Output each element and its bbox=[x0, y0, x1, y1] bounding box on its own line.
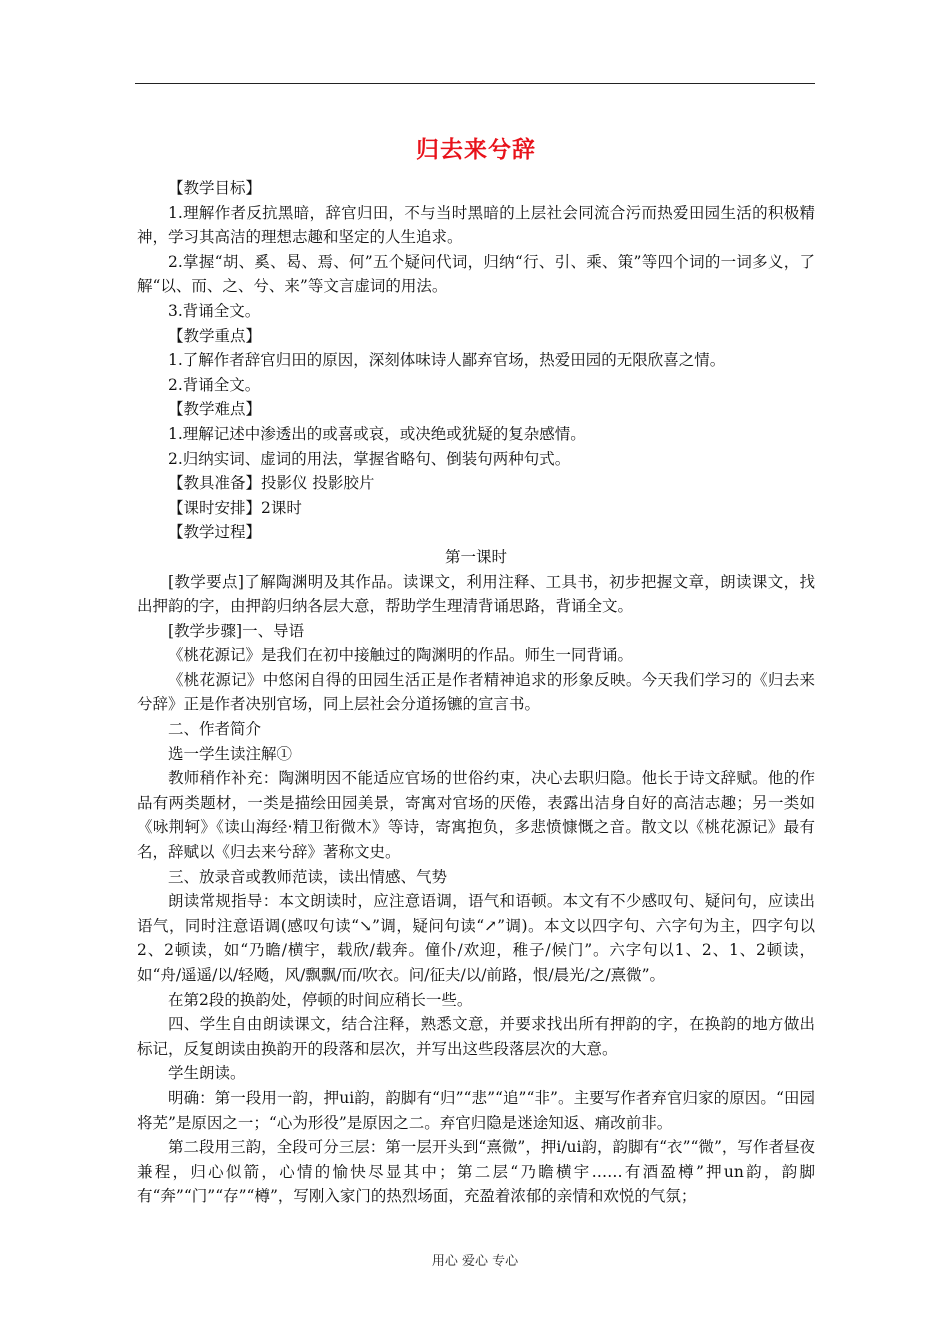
paragraph: 在第2段的换韵处，停顿的时间应稍长一些。 bbox=[168, 990, 473, 1009]
header-rule bbox=[135, 83, 815, 84]
paragraph: 【教具准备】投影仪 投影胶片 bbox=[168, 474, 375, 493]
paragraph: 《桃花源记》是我们在初中接触过的陶渊明的作品。师生一同背诵。 bbox=[168, 646, 634, 665]
paragraph: 【教学目标】 bbox=[168, 179, 262, 197]
paragraph: 1.了解作者辞官归田的原因，深刻体味诗人鄙弃官场，热爱田园的无限欣喜之情。 bbox=[168, 351, 726, 370]
section-heading: 第一课时 bbox=[444, 547, 507, 566]
paragraph: 明确：第一段用一韵，押ui韵，韵脚有“归”“悲”“追”“非”。主要写作者弃官归家的原因。“田园将芜”是原因之一；“心为形役”是原因之二。弃官归隐是迷途知返、痛改前非。 bbox=[137, 1088, 815, 1132]
paragraph: 3.背诵全文。 bbox=[168, 301, 261, 320]
page-footer: 用心 爱心 专心 bbox=[431, 1254, 519, 1269]
paragraph: 1.理解记述中渗透出的或喜或哀，或决绝或犹疑的复杂感情。 bbox=[168, 424, 586, 443]
paragraph: 《桃花源记》中悠闲自得的田园生活正是作者精神追求的形象反映。今天我们学习的《归去来兮辞》正是作者决别官场，同上层社会分道扬镳的宣言书。 bbox=[137, 670, 815, 714]
document-body bbox=[137, 130, 815, 1209]
paragraph: 【教学难点】 bbox=[168, 400, 262, 419]
paragraph: 选一学生读注解① bbox=[168, 744, 293, 763]
paragraph: 第二段用三韵，全段可分三层：第一层开头到“熹微”，押i/ui韵，韵脚有“衣”“微”，写作者昼夜兼程，归心似箭，心情的愉快尽显其中；第二层“乃瞻横宇……有酒盈樽”押un韵，韵脚有“奔”“门”“存”“樽”，写刚入家门的热烈场面，充盈着浓郁的亲情和欢悦的气氛； bbox=[137, 1138, 815, 1206]
paragraph: 【教学过程】 bbox=[168, 523, 262, 542]
paragraph: [教学要点]了解陶渊明及其作品。读课文，利用注释、工具书，初步把握文章，朗读课文，找出押韵的字，由押韵归纳各层大意，帮助学生理清背诵思路，背诵全文。 bbox=[137, 572, 815, 616]
paragraph: 教师稍作补充：陶渊明因不能适应官场的世俗约束，决心去职归隐。他长于诗文辞赋。他的作品有两类题材，一类是描绘田园美景，寄寓对官场的厌倦，表露出洁身自好的高洁志趣；另一类如《咏荆轲》《读山海经·精卫衔微木》等诗，寄寓抱负，多悲愤慷慨之音。散文以《桃花源记》最有名，辞赋以《归去来兮辞》著称文史。 bbox=[137, 769, 815, 862]
paragraph: 1.理解作者反抗黑暗，辞官归田，不与当时黑暗的上层社会同流合污而热爱田园生活的积极精神，学习其高洁的理想志趣和坚定的人生追求。 bbox=[137, 203, 815, 247]
paragraph: 三、放录音或教师范读，读出情感、气势 bbox=[168, 867, 448, 886]
paragraph: 2.归纳实词、虚词的用法，掌握省略句、倒装句两种句式。 bbox=[168, 449, 571, 468]
paragraph: [教学步骤]一、导语 bbox=[168, 621, 305, 640]
paragraph: 朗读常规指导：本文朗读时，应注意语调，语气和语顿。本文有不少感叹句、疑问句，应读出语气，同时注意语调(感叹句读“↘”调，疑问句读“↗”调)。本文以四字句、六字句为主，四字句以2、2顿读，如“乃瞻/横宇，载欣/载奔。僮仆/欢迎，稚子/候门”。六字句以1、2、1、2顿读，如“舟/遥遥/以/轻飏，风/飘飘/而/吹衣。问/征夫/以/前路，恨/晨光/之/熹微”。 bbox=[137, 892, 815, 984]
paragraph: 学生朗读。 bbox=[168, 1064, 246, 1083]
paragraph: 【教学重点】 bbox=[168, 326, 262, 345]
paragraph: 二、作者简介 bbox=[168, 720, 262, 739]
page-title: 归去来兮辞 bbox=[416, 137, 536, 163]
paragraph: 2.背诵全文。 bbox=[168, 375, 261, 394]
paragraph: 四、学生自由朗读课文，结合注释，熟悉文意，并要求找出所有押韵的字，在换韵的地方做出标记，反复朗读由换韵开的段落和层次，并写出这些段落层次的大意。 bbox=[137, 1015, 815, 1058]
paragraph: 【课时安排】2课时 bbox=[168, 498, 302, 517]
paragraph: 2.掌握“胡、奚、曷、焉、何”五个疑问代词，归纳“行、引、乘、策”等四个词的一词多义，了解“以、而、之、兮、来”等文言虚词的用法。 bbox=[137, 252, 815, 296]
paragraph-list bbox=[137, 176, 815, 1209]
